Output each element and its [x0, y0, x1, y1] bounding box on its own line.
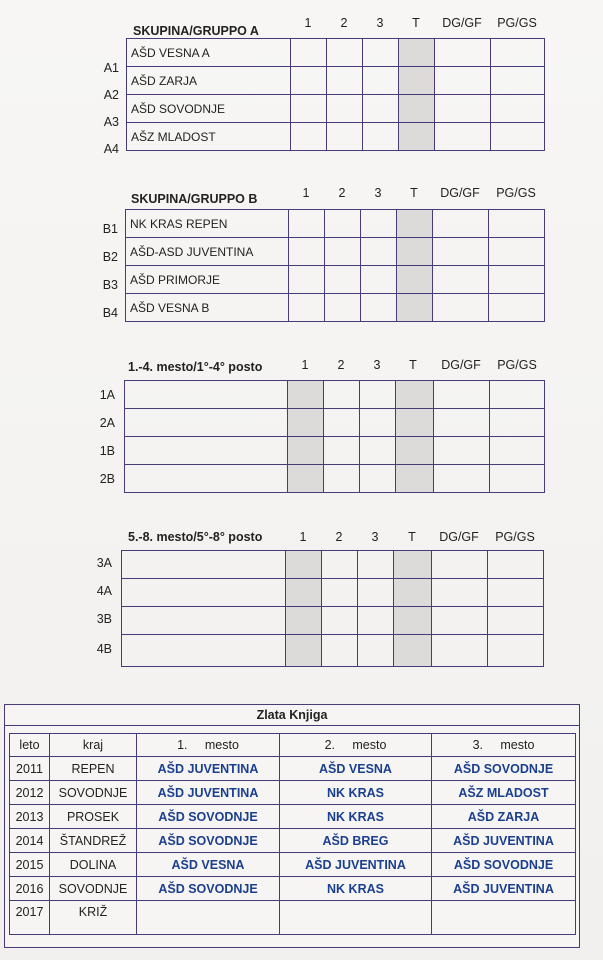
col-header-1: 1 [299, 530, 307, 544]
table-row [126, 266, 545, 294]
total-cell[interactable] [396, 437, 434, 465]
team-cell[interactable] [125, 437, 288, 465]
total-cell[interactable] [399, 95, 435, 123]
score-cell[interactable] [291, 67, 327, 95]
col-header-2: 2 [340, 16, 348, 30]
second-place-cell[interactable] [280, 901, 432, 935]
third-place-cell: AŠD JUVENTINA [432, 829, 576, 853]
col-header-t: T [410, 186, 418, 200]
third-place-cell: AŠD SOVODNJE [432, 853, 576, 877]
team-cell[interactable] [125, 409, 288, 437]
group-b-title: SKUPINA/GRUPPO B [131, 192, 258, 206]
score-cell[interactable] [358, 551, 394, 579]
team-cell[interactable] [122, 635, 286, 667]
table-row [127, 95, 545, 123]
score-cell[interactable] [363, 95, 399, 123]
first-place-cell[interactable] [137, 901, 280, 935]
dg-cell[interactable] [433, 238, 489, 266]
pg-cell[interactable] [489, 294, 545, 322]
dg-cell[interactable] [435, 39, 491, 67]
team-name: AŠD PRIMORJE [126, 266, 289, 294]
score-cell[interactable] [358, 607, 394, 635]
team-cell[interactable] [122, 579, 286, 607]
place-cell: REPEN [50, 757, 137, 781]
team-name: AŠD VESNA A [127, 39, 291, 67]
pg-cell[interactable] [489, 238, 545, 266]
dg-cell[interactable] [434, 437, 490, 465]
dg-cell[interactable] [432, 607, 488, 635]
dg-cell[interactable] [434, 409, 490, 437]
zlata-knjiga-table [9, 733, 576, 935]
first-place-cell: AŠD SOVODNJE [137, 805, 280, 829]
total-cell[interactable] [397, 266, 433, 294]
score-cell[interactable] [289, 266, 325, 294]
table-header-row [10, 734, 576, 757]
dg-cell[interactable] [432, 635, 488, 667]
header-kraj: kraj [50, 734, 137, 757]
row-code: A3 [103, 115, 119, 129]
table-row [127, 67, 545, 95]
dg-cell[interactable] [434, 381, 490, 409]
zlata-knjiga-title: Zlata Knjiga [5, 705, 579, 726]
score-cell[interactable] [327, 95, 363, 123]
third-place-cell: AŠD JUVENTINA [432, 877, 576, 901]
score-cell[interactable] [327, 123, 363, 151]
place-cell: SOVODNJE [50, 781, 137, 805]
score-cell[interactable] [324, 465, 360, 493]
score-cell[interactable] [289, 210, 325, 238]
table-row [10, 757, 576, 781]
second-place-cell: NK KRAS [280, 877, 432, 901]
row-code: B2 [102, 250, 118, 264]
total-cell[interactable] [394, 607, 432, 635]
table-row [127, 123, 545, 151]
col-header-pg: PG/GS [495, 530, 535, 544]
score-cell[interactable] [286, 607, 322, 635]
header-second: 2. mesto [280, 734, 432, 757]
row-code: A2 [103, 88, 119, 102]
score-cell[interactable] [327, 67, 363, 95]
col-header-t: T [409, 358, 417, 372]
place-cell: ŠTANDREŽ [50, 829, 137, 853]
score-cell[interactable] [291, 39, 327, 67]
score-cell[interactable] [322, 607, 358, 635]
row-code: 2B [99, 472, 115, 486]
final-5-8-title: 5.-8. mesto/5°-8° posto [128, 530, 263, 544]
score-cell[interactable] [358, 635, 394, 667]
col-header-3: 3 [371, 530, 379, 544]
score-cell[interactable] [358, 579, 394, 607]
col-header-pg: PG/GS [497, 16, 537, 30]
place-cell: PROSEK [50, 805, 137, 829]
score-cell[interactable] [286, 579, 322, 607]
team-cell[interactable] [122, 607, 286, 635]
second-place-cell: AŠD BREG [280, 829, 432, 853]
first-place-cell: AŠD JUVENTINA [137, 781, 280, 805]
year-cell: 2014 [10, 829, 50, 853]
score-cell[interactable] [327, 39, 363, 67]
row-code: 3B [96, 612, 112, 626]
final-1-4-title: 1.-4. mesto/1°-4° posto [128, 360, 263, 374]
score-cell[interactable] [324, 437, 360, 465]
col-header-3: 3 [374, 186, 382, 200]
third-place-cell: AŠD ZARJA [432, 805, 576, 829]
team-name: AŠZ MLADOST [127, 123, 291, 151]
score-cell[interactable] [361, 238, 397, 266]
team-name: AŠD-ASD JUVENTINA [126, 238, 289, 266]
team-name: AŠD VESNA B [126, 294, 289, 322]
dg-cell[interactable] [435, 67, 491, 95]
col-header-t: T [412, 16, 420, 30]
score-cell[interactable] [288, 437, 324, 465]
row-code: 1A [99, 388, 115, 402]
total-cell[interactable] [396, 409, 434, 437]
col-header-dg: DG/GF [441, 358, 481, 372]
final-5-8-table [121, 550, 544, 667]
pg-cell[interactable] [491, 39, 545, 67]
score-cell[interactable] [324, 381, 360, 409]
score-cell[interactable] [325, 294, 361, 322]
col-header-pg: PG/GS [497, 358, 537, 372]
final-1-4-table [124, 380, 545, 493]
table-row [125, 437, 545, 465]
dg-cell[interactable] [432, 579, 488, 607]
score-cell[interactable] [291, 123, 327, 151]
score-cell[interactable] [322, 551, 358, 579]
table-row [125, 409, 545, 437]
second-place-cell: AŠD VESNA [280, 757, 432, 781]
row-code: B1 [102, 222, 118, 236]
total-cell[interactable] [399, 123, 435, 151]
score-cell[interactable] [324, 409, 360, 437]
score-cell[interactable] [363, 39, 399, 67]
row-code: A4 [103, 142, 119, 156]
dg-cell[interactable] [435, 123, 491, 151]
col-header-2: 2 [335, 530, 343, 544]
pg-cell[interactable] [488, 635, 544, 667]
zlata-knjiga-panel [4, 704, 580, 948]
col-header-3: 3 [376, 16, 384, 30]
table-row [122, 607, 544, 635]
pg-cell[interactable] [489, 210, 545, 238]
table-row [122, 635, 544, 667]
row-code: 2A [99, 416, 115, 430]
score-cell[interactable] [288, 465, 324, 493]
score-cell[interactable] [325, 266, 361, 294]
group-a-table [126, 38, 545, 151]
score-cell[interactable] [360, 381, 396, 409]
dg-cell[interactable] [433, 266, 489, 294]
table-row [10, 829, 576, 853]
col-header-3: 3 [373, 358, 381, 372]
score-cell[interactable] [361, 210, 397, 238]
first-place-cell: AŠD VESNA [137, 853, 280, 877]
table-row [10, 877, 576, 901]
header-first: 1. mesto [137, 734, 280, 757]
year-cell: 2011 [10, 757, 50, 781]
row-code: 4B [96, 642, 112, 656]
table-row [10, 781, 576, 805]
team-name: AŠD SOVODNJE [127, 95, 291, 123]
table-row [10, 853, 576, 877]
row-code: 4A [96, 584, 112, 598]
pg-cell[interactable] [488, 607, 544, 635]
team-name: AŠD ZARJA [127, 67, 291, 95]
total-cell[interactable] [396, 381, 434, 409]
score-cell[interactable] [288, 409, 324, 437]
table-row [122, 579, 544, 607]
col-header-dg: DG/GF [442, 16, 482, 30]
third-place-cell: AŠZ MLADOST [432, 781, 576, 805]
total-cell[interactable] [394, 635, 432, 667]
score-cell[interactable] [291, 95, 327, 123]
header-leto: leto [10, 734, 50, 757]
pg-cell[interactable] [491, 95, 545, 123]
team-name: NK KRAS REPEN [126, 210, 289, 238]
row-code: B4 [102, 306, 118, 320]
year-cell: 2015 [10, 853, 50, 877]
place-cell: KRIŽ [50, 901, 137, 935]
col-header-t: T [408, 530, 416, 544]
table-row [126, 210, 545, 238]
col-header-2: 2 [338, 186, 346, 200]
group-a-title: SKUPINA/GRUPPO A [133, 24, 259, 38]
col-header-1: 1 [302, 186, 310, 200]
score-cell[interactable] [286, 551, 322, 579]
third-place-cell[interactable] [432, 901, 576, 935]
pg-cell[interactable] [489, 266, 545, 294]
table-row [10, 805, 576, 829]
score-cell[interactable] [361, 294, 397, 322]
score-cell[interactable] [363, 67, 399, 95]
team-cell[interactable] [122, 551, 286, 579]
year-cell: 2016 [10, 877, 50, 901]
year-cell: 2013 [10, 805, 50, 829]
total-cell[interactable] [397, 294, 433, 322]
score-cell[interactable] [288, 381, 324, 409]
table-row [126, 294, 545, 322]
score-cell[interactable] [360, 409, 396, 437]
third-place-cell: AŠD SOVODNJE [432, 757, 576, 781]
dg-cell[interactable] [433, 210, 489, 238]
score-cell[interactable] [286, 635, 322, 667]
team-cell[interactable] [125, 381, 288, 409]
score-cell[interactable] [289, 294, 325, 322]
total-cell[interactable] [399, 67, 435, 95]
pg-cell[interactable] [488, 579, 544, 607]
table-row [126, 238, 545, 266]
col-header-dg: DG/GF [440, 186, 480, 200]
first-place-cell: AŠD SOVODNJE [137, 829, 280, 853]
team-cell[interactable] [125, 465, 288, 493]
pg-cell[interactable] [490, 465, 545, 493]
second-place-cell: AŠD JUVENTINA [280, 853, 432, 877]
score-cell[interactable] [363, 123, 399, 151]
first-place-cell: AŠD SOVODNJE [137, 877, 280, 901]
score-cell[interactable] [361, 266, 397, 294]
total-cell[interactable] [397, 210, 433, 238]
pg-cell[interactable] [491, 67, 545, 95]
second-place-cell: NK KRAS [280, 805, 432, 829]
score-cell[interactable] [322, 579, 358, 607]
score-cell[interactable] [360, 465, 396, 493]
table-row [125, 465, 545, 493]
dg-cell[interactable] [432, 551, 488, 579]
row-code: A1 [103, 61, 119, 75]
pg-cell[interactable] [491, 123, 545, 151]
year-cell: 2012 [10, 781, 50, 805]
place-cell: SOVODNJE [50, 877, 137, 901]
table-row [10, 901, 576, 935]
col-header-2: 2 [337, 358, 345, 372]
score-cell[interactable] [289, 238, 325, 266]
first-place-cell: AŠD JUVENTINA [137, 757, 280, 781]
total-cell[interactable] [394, 551, 432, 579]
score-cell[interactable] [325, 210, 361, 238]
col-header-dg: DG/GF [439, 530, 479, 544]
dg-cell[interactable] [435, 95, 491, 123]
group-b-table [125, 209, 545, 322]
pg-cell[interactable] [490, 381, 545, 409]
total-cell[interactable] [396, 465, 434, 493]
row-code: 3A [96, 556, 112, 570]
total-cell[interactable] [399, 39, 435, 67]
score-cell[interactable] [325, 238, 361, 266]
score-cell[interactable] [322, 635, 358, 667]
score-cell[interactable] [360, 437, 396, 465]
pg-cell[interactable] [490, 409, 545, 437]
header-third: 3. mesto [432, 734, 576, 757]
col-header-1: 1 [304, 16, 312, 30]
pg-cell[interactable] [488, 551, 544, 579]
dg-cell[interactable] [434, 465, 490, 493]
table-row [125, 381, 545, 409]
col-header-pg: PG/GS [496, 186, 536, 200]
second-place-cell: NK KRAS [280, 781, 432, 805]
pg-cell[interactable] [490, 437, 545, 465]
total-cell[interactable] [397, 238, 433, 266]
row-code: 1B [99, 444, 115, 458]
year-cell: 2017 [10, 901, 50, 935]
col-header-1: 1 [301, 358, 309, 372]
table-row [127, 39, 545, 67]
row-code: B3 [102, 278, 118, 292]
table-row [122, 551, 544, 579]
total-cell[interactable] [394, 579, 432, 607]
dg-cell[interactable] [433, 294, 489, 322]
place-cell: DOLINA [50, 853, 137, 877]
